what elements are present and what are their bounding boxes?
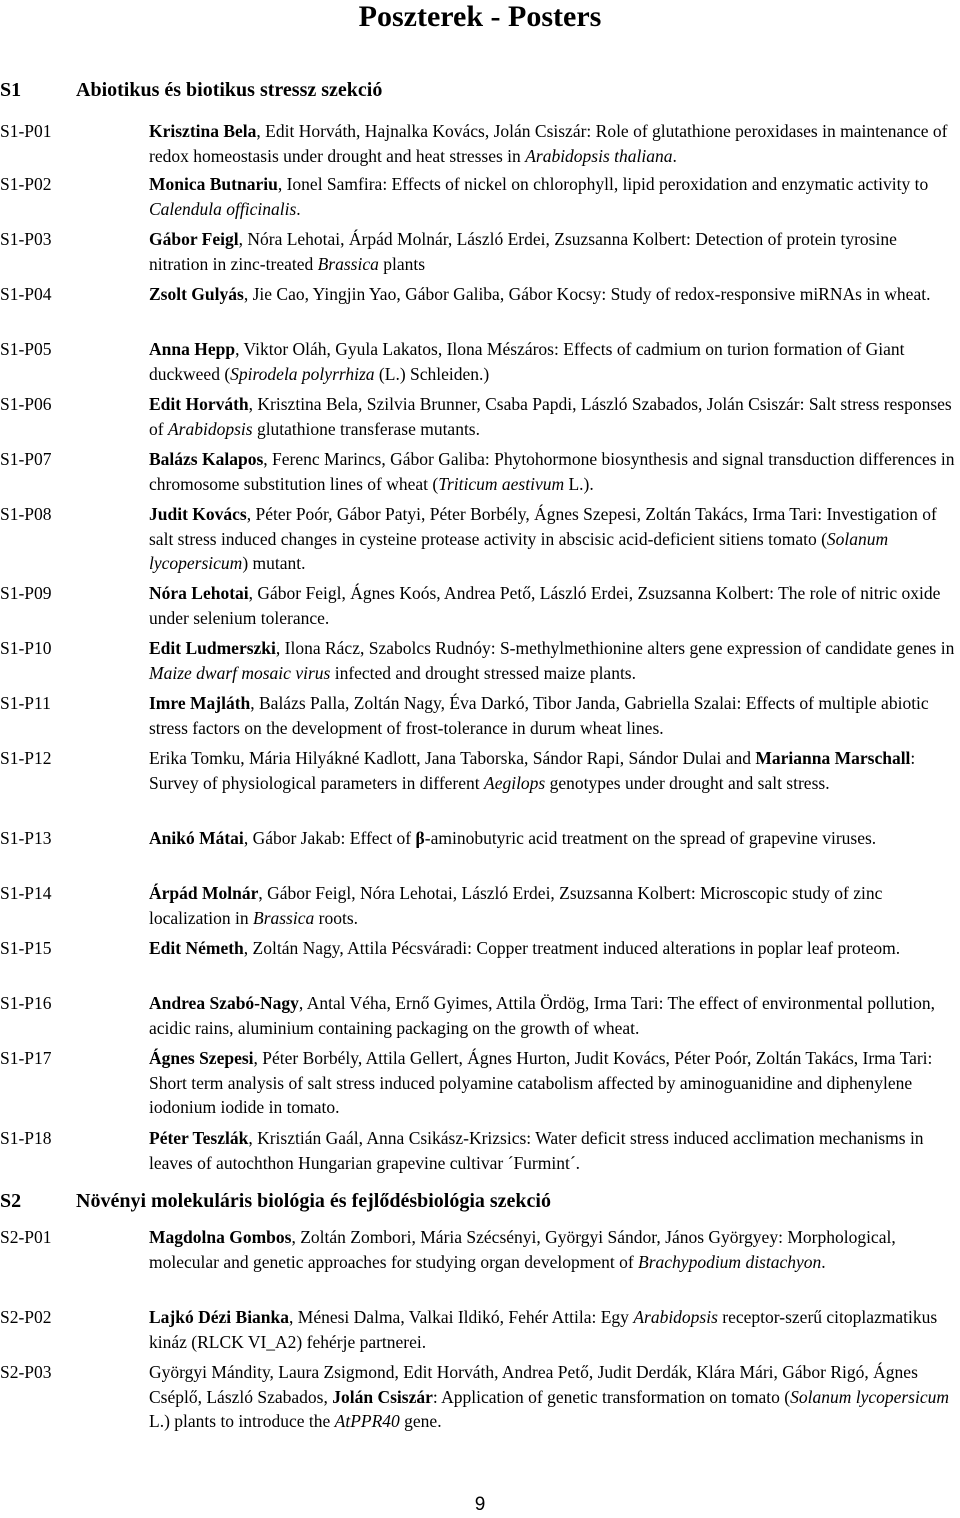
- poster-code: S1-P01: [0, 121, 52, 141]
- bold-text: Balázs Kalapos: [149, 449, 264, 469]
- poster-code: S1-P06: [0, 394, 52, 414]
- bold-text: Ágnes Szepesi: [149, 1048, 254, 1068]
- bold-text: Andrea Szabó-Nagy: [149, 993, 299, 1013]
- text-segment: .: [296, 198, 301, 219]
- section-name: Növényi molekuláris biológia és fejlődésbiológia szekció: [76, 1190, 551, 1212]
- text-segment: receptor-szerű citoplazmatikus kináz (RLCK VI_A2) fehérje partnerei.: [149, 1307, 938, 1352]
- poster-code: S1-P17: [0, 1048, 52, 1068]
- poster-text: [149, 746, 955, 795]
- text-segment: Györgyi Mándity, Laura Zsigmond, Edit Horváth, Andrea Pető, Judit Derdák, Klára Mári, Gábor Rigó, Ágnes Cséplő, László Szabados,: [149, 1362, 918, 1407]
- text-segment: : Application of genetic transformation on tomato (: [432, 1386, 791, 1407]
- poster-code: S2-P02: [0, 1307, 52, 1327]
- text-segment: glutathione transferase mutants.: [252, 418, 480, 439]
- bold-text: Lajkó Dézi Bianka: [149, 1307, 290, 1327]
- italic-text: Brassica: [317, 253, 379, 274]
- poster-code: S1-P07: [0, 449, 52, 469]
- text-segment: genotypes under drought and salt stress.: [545, 772, 830, 793]
- poster-code: S1-P18: [0, 1128, 52, 1148]
- poster-text: [149, 1360, 955, 1434]
- text-segment: , Zoltán Nagy, Attila Pécsváradi: Copper treatment induced alterations in poplar leaf proteom.: [243, 938, 901, 958]
- bold-text: Zsolt Gulyás: [149, 284, 244, 304]
- bold-text: Judit Kovács: [149, 504, 247, 524]
- poster-code: S1-P05: [0, 339, 52, 359]
- poster-text: [149, 881, 955, 930]
- poster-text: [149, 282, 955, 307]
- poster-text: [149, 1305, 955, 1354]
- text-segment: , Gábor Feigl, Nóra Lehotai, László Erdei, Zsuzsanna Kolbert: Microscopic study of zinc localization in: [149, 883, 883, 928]
- page-number: 9: [474, 1494, 486, 1515]
- bold-text: Árpád Molnár: [149, 883, 259, 903]
- text-segment: , Jie Cao, Yingjin Yao, Gábor Galiba, Gábor Kocsy: Study of redox-responsive miRNAs in wheat.: [243, 284, 931, 304]
- bold-text: Nóra Lehotai: [149, 583, 249, 603]
- poster-code: S2-P01: [0, 1227, 52, 1247]
- text-segment: Erika Tomku, Mária Hilyákné Kadlott, Jana Taborska, Sándor Rapi, Sándor Dulai and: [149, 748, 756, 768]
- bold-text: Marianna Marschall: [755, 748, 911, 768]
- poster-code: S1-P03: [0, 229, 52, 249]
- section-name: Abiotikus és biotikus stressz szekció: [76, 79, 383, 101]
- text-segment: : Survey of physiological parameters in different: [149, 748, 916, 793]
- italic-text: Brassica: [253, 907, 315, 928]
- text-segment: , Antal Véha, Ernő Gyimes, Attila Ördög, Irma Tari: The effect of environmental pollution, acidic rains, aluminium containing packaging on the growth of wheat.: [149, 993, 935, 1038]
- italic-text: Spirodela polyrrhiza: [230, 363, 375, 384]
- text-segment: , Gábor Jakab: Effect of: [243, 828, 416, 848]
- bold-text: β: [415, 828, 425, 848]
- poster-code: S1-P16: [0, 993, 52, 1013]
- text-segment: , Péter Poór, Gábor Patyi, Péter Borbély, Ágnes Szepesi, Zoltán Takács, Irma Tari: Investigation of salt stress induced changes in cysteine protease activity in abscisic acid-deficient sitiens tomato (: [149, 504, 937, 549]
- poster-code: S1-P08: [0, 504, 52, 524]
- bold-text: Anikó Mátai: [149, 828, 244, 848]
- poster-text: [149, 1126, 955, 1175]
- poster-code: S1-P10: [0, 638, 52, 658]
- poster-text: [149, 581, 955, 630]
- italic-text: Arabidopsis thaliana: [525, 145, 673, 166]
- poster-code: S2-P03: [0, 1362, 52, 1382]
- text-segment: , Balázs Palla, Zoltán Nagy, Éva Darkó, Tibor Janda, Gabriella Szalai: Effects of multiple abiotic stress factors on the development of frost-tolerance in durum wheat lines.: [149, 693, 929, 738]
- text-segment: , Ferenc Marincs, Gábor Galiba: Phytohormone biosynthesis and signal transduction differences in chromosome substitution lines of wheat (: [149, 449, 955, 494]
- text-segment: , Krisztina Bela, Szilvia Brunner, Csaba Papdi, László Szabados, Jolán Csiszár: Salt stress responses of: [149, 394, 952, 439]
- bold-text: Jolán Csiszár: [332, 1386, 433, 1407]
- poster-text: [149, 826, 955, 851]
- bold-text: Anna Hepp: [149, 339, 236, 359]
- bold-text: Edit Horváth: [149, 394, 249, 414]
- text-segment: -aminobutyric acid treatment on the spread of grapevine viruses.: [424, 828, 877, 848]
- poster-code: S1-P09: [0, 583, 52, 603]
- text-segment: , Ménesi Dalma, Valkai Ildikó, Fehér Attila: Egy: [289, 1307, 634, 1327]
- bold-text: Krisztina Bela: [149, 121, 257, 141]
- text-segment: , Zoltán Zombori, Mária Szécsényi, Györgyi Sándor, János Györgyey: Morphological, molecular and genetic approaches for studying organ development of: [149, 1227, 896, 1272]
- text-segment: , Krisztián Gaál, Anna Csikász-Krizsics: Water deficit stress induced acclimation mechanisms in leaves of autochthon Hungarian grapevine cultivar ˊFurmintˊ.: [149, 1128, 924, 1173]
- poster-text: [149, 636, 955, 685]
- italic-text: Brachypodium distachyon: [638, 1251, 822, 1272]
- text-segment: , Edit Horváth, Hajnalka Kovács, Jolán Csiszár: Role of glutathione peroxidases in maintenance of redox homeostasis under drought and heat stresses in: [149, 121, 948, 166]
- section-code: S1: [0, 79, 22, 101]
- bold-text: Magdolna Gombos: [149, 1227, 292, 1247]
- poster-text: [149, 691, 955, 740]
- poster-text: [149, 119, 955, 168]
- italic-text: Solanum lycopersicum: [790, 1386, 950, 1407]
- poster-text: [149, 502, 955, 576]
- poster-text: [149, 991, 955, 1040]
- text-segment: , Ilona Rácz, Szabolcs Rudnóy: S-methylmethionine alters gene expression of candidate genes in: [275, 638, 955, 658]
- page-title: Poszterek - Posters: [358, 0, 602, 33]
- italic-text: Aegilops: [484, 772, 546, 793]
- text-segment: (L.) Schleiden.): [374, 363, 490, 384]
- text-segment: roots.: [314, 907, 358, 928]
- text-segment: plants: [378, 253, 426, 274]
- poster-code: S1-P15: [0, 938, 52, 958]
- text-segment: , Péter Borbély, Attila Gellert, Ágnes Hurton, Judit Kovács, Péter Poór, Zoltán Takács, Irma Tari: Short term analysis of salt stress induced polyamine catabolism affected by aminoguanidine and diphenylene iodonium iodide in tomato.: [149, 1048, 933, 1118]
- poster-code: S1-P04: [0, 284, 52, 304]
- poster-code: S1-P11: [0, 693, 51, 713]
- italic-text: Triticum aestivum: [438, 473, 565, 494]
- italic-text: Calendula officinalis: [149, 198, 297, 219]
- poster-text: [149, 1046, 955, 1120]
- text-segment: , Viktor Oláh, Gyula Lakatos, Ilona Mészáros: Effects of cadmium on turion formation of Giant duckweed (: [149, 339, 905, 384]
- poster-text: [149, 392, 955, 441]
- poster-text: [149, 337, 955, 386]
- text-segment: , Ionel Samfira: Effects of nickel on chlorophyll, lipid peroxidation and enzymatic activity to: [277, 174, 929, 194]
- italic-text: Arabidopsis: [633, 1307, 718, 1327]
- bold-text: Monica Butnariu: [149, 174, 278, 194]
- italic-text: Maize dwarf mosaic virus: [149, 662, 331, 683]
- text-segment: .: [672, 145, 677, 166]
- italic-text: Solanum lycopersicum: [149, 528, 889, 574]
- poster-code: S1-P14: [0, 883, 52, 903]
- text-segment: ) mutant.: [242, 553, 306, 574]
- bold-text: Gábor Feigl: [149, 229, 239, 249]
- text-segment: gene.: [399, 1411, 442, 1432]
- bold-text: Imre Majláth: [149, 693, 251, 713]
- poster-code: S1-P13: [0, 828, 52, 848]
- poster-code: S1-P12: [0, 748, 52, 768]
- text-segment: infected and drought stressed maize plants.: [330, 662, 636, 683]
- text-segment: L.).: [564, 473, 594, 494]
- poster-text: [149, 227, 955, 276]
- bold-text: Edit Németh: [149, 938, 244, 958]
- poster-text: [149, 1225, 955, 1274]
- text-segment: , Nóra Lehotai, Árpád Molnár, László Erdei, Zsuzsanna Kolbert: Detection of protein tyrosine nitration in zinc-treated: [149, 229, 897, 274]
- poster-text: [149, 936, 955, 961]
- poster-code: S1-P02: [0, 174, 52, 194]
- bold-text: Edit Ludmerszki: [149, 638, 276, 658]
- text-segment: .: [821, 1251, 826, 1272]
- poster-text: [149, 172, 955, 221]
- poster-text: [149, 447, 955, 496]
- bold-text: Péter Teszlák: [149, 1128, 249, 1148]
- text-segment: L.) plants to introduce the: [149, 1411, 335, 1432]
- section-code: S2: [0, 1190, 22, 1212]
- italic-text: AtPPR40: [334, 1411, 400, 1432]
- italic-text: Arabidopsis: [167, 418, 253, 439]
- text-segment: , Gábor Feigl, Ágnes Koós, Andrea Pető, László Erdei, Zsuzsanna Kolbert: The role of nitric oxide under selenium tolerance.: [149, 583, 941, 628]
